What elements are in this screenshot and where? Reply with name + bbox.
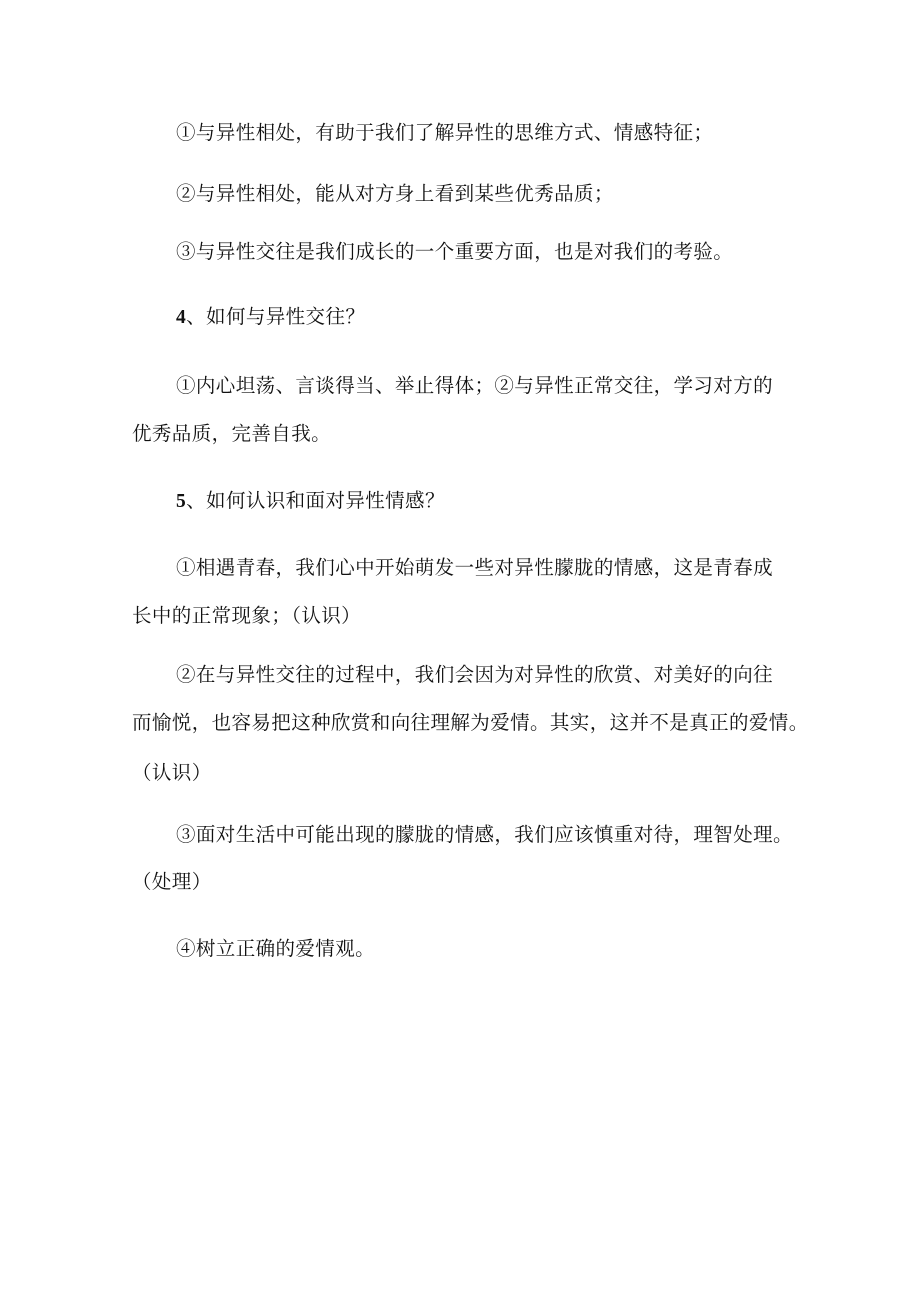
- paragraph-9-line-1: ③面对生活中可能出现的朦胧的情感，我们应该慎重对待，理智处理。: [176, 823, 793, 846]
- paragraph-7-line-1: ①相遇青春，我们心中开始萌发一些对异性朦胧的情感，这是青春成: [176, 556, 774, 579]
- heading-5-number: 5: [176, 491, 187, 512]
- paragraph-10-line-1: ④树立正确的爱情观。: [176, 937, 376, 960]
- heading-4-number: 4: [176, 307, 187, 328]
- paragraph-8-line-2: 而愉悦，也容易把这种欣赏和向往理解为爱情。其实，这并不是真正的爱情。: [132, 711, 809, 734]
- heading-5-text: 、如何认识和面对异性情感？: [186, 489, 445, 512]
- paragraph-5-line-2: 优秀品质，完善自我。: [132, 422, 332, 445]
- heading-5: [176, 487, 445, 516]
- paragraph-5-line-1: ①内心坦荡、言谈得当、举止得体；②与异性正常交往，学习对方的: [176, 374, 774, 397]
- paragraph-7-line-2: 长中的正常现象；（认识）: [132, 604, 362, 627]
- paragraph-1-line-1: ①与异性相处，有助于我们了解异性的思维方式、情感特征；: [176, 121, 714, 144]
- paragraph-8-line-3: （认识）: [132, 761, 212, 784]
- paragraph-3-line-1: ③与异性交往是我们成长的一个重要方面，也是对我们的考验。: [176, 240, 734, 263]
- heading-4: [176, 303, 365, 332]
- paragraph-8-line-1: ②在与异性交往的过程中，我们会因为对异性的欣赏、对美好的向往: [176, 663, 774, 686]
- heading-4-text: 、如何与异性交往？: [186, 305, 366, 328]
- paragraph-9-line-2: （处理）: [132, 870, 212, 893]
- paragraph-2-line-1: ②与异性相处，能从对方身上看到某些优秀品质；: [176, 182, 614, 205]
